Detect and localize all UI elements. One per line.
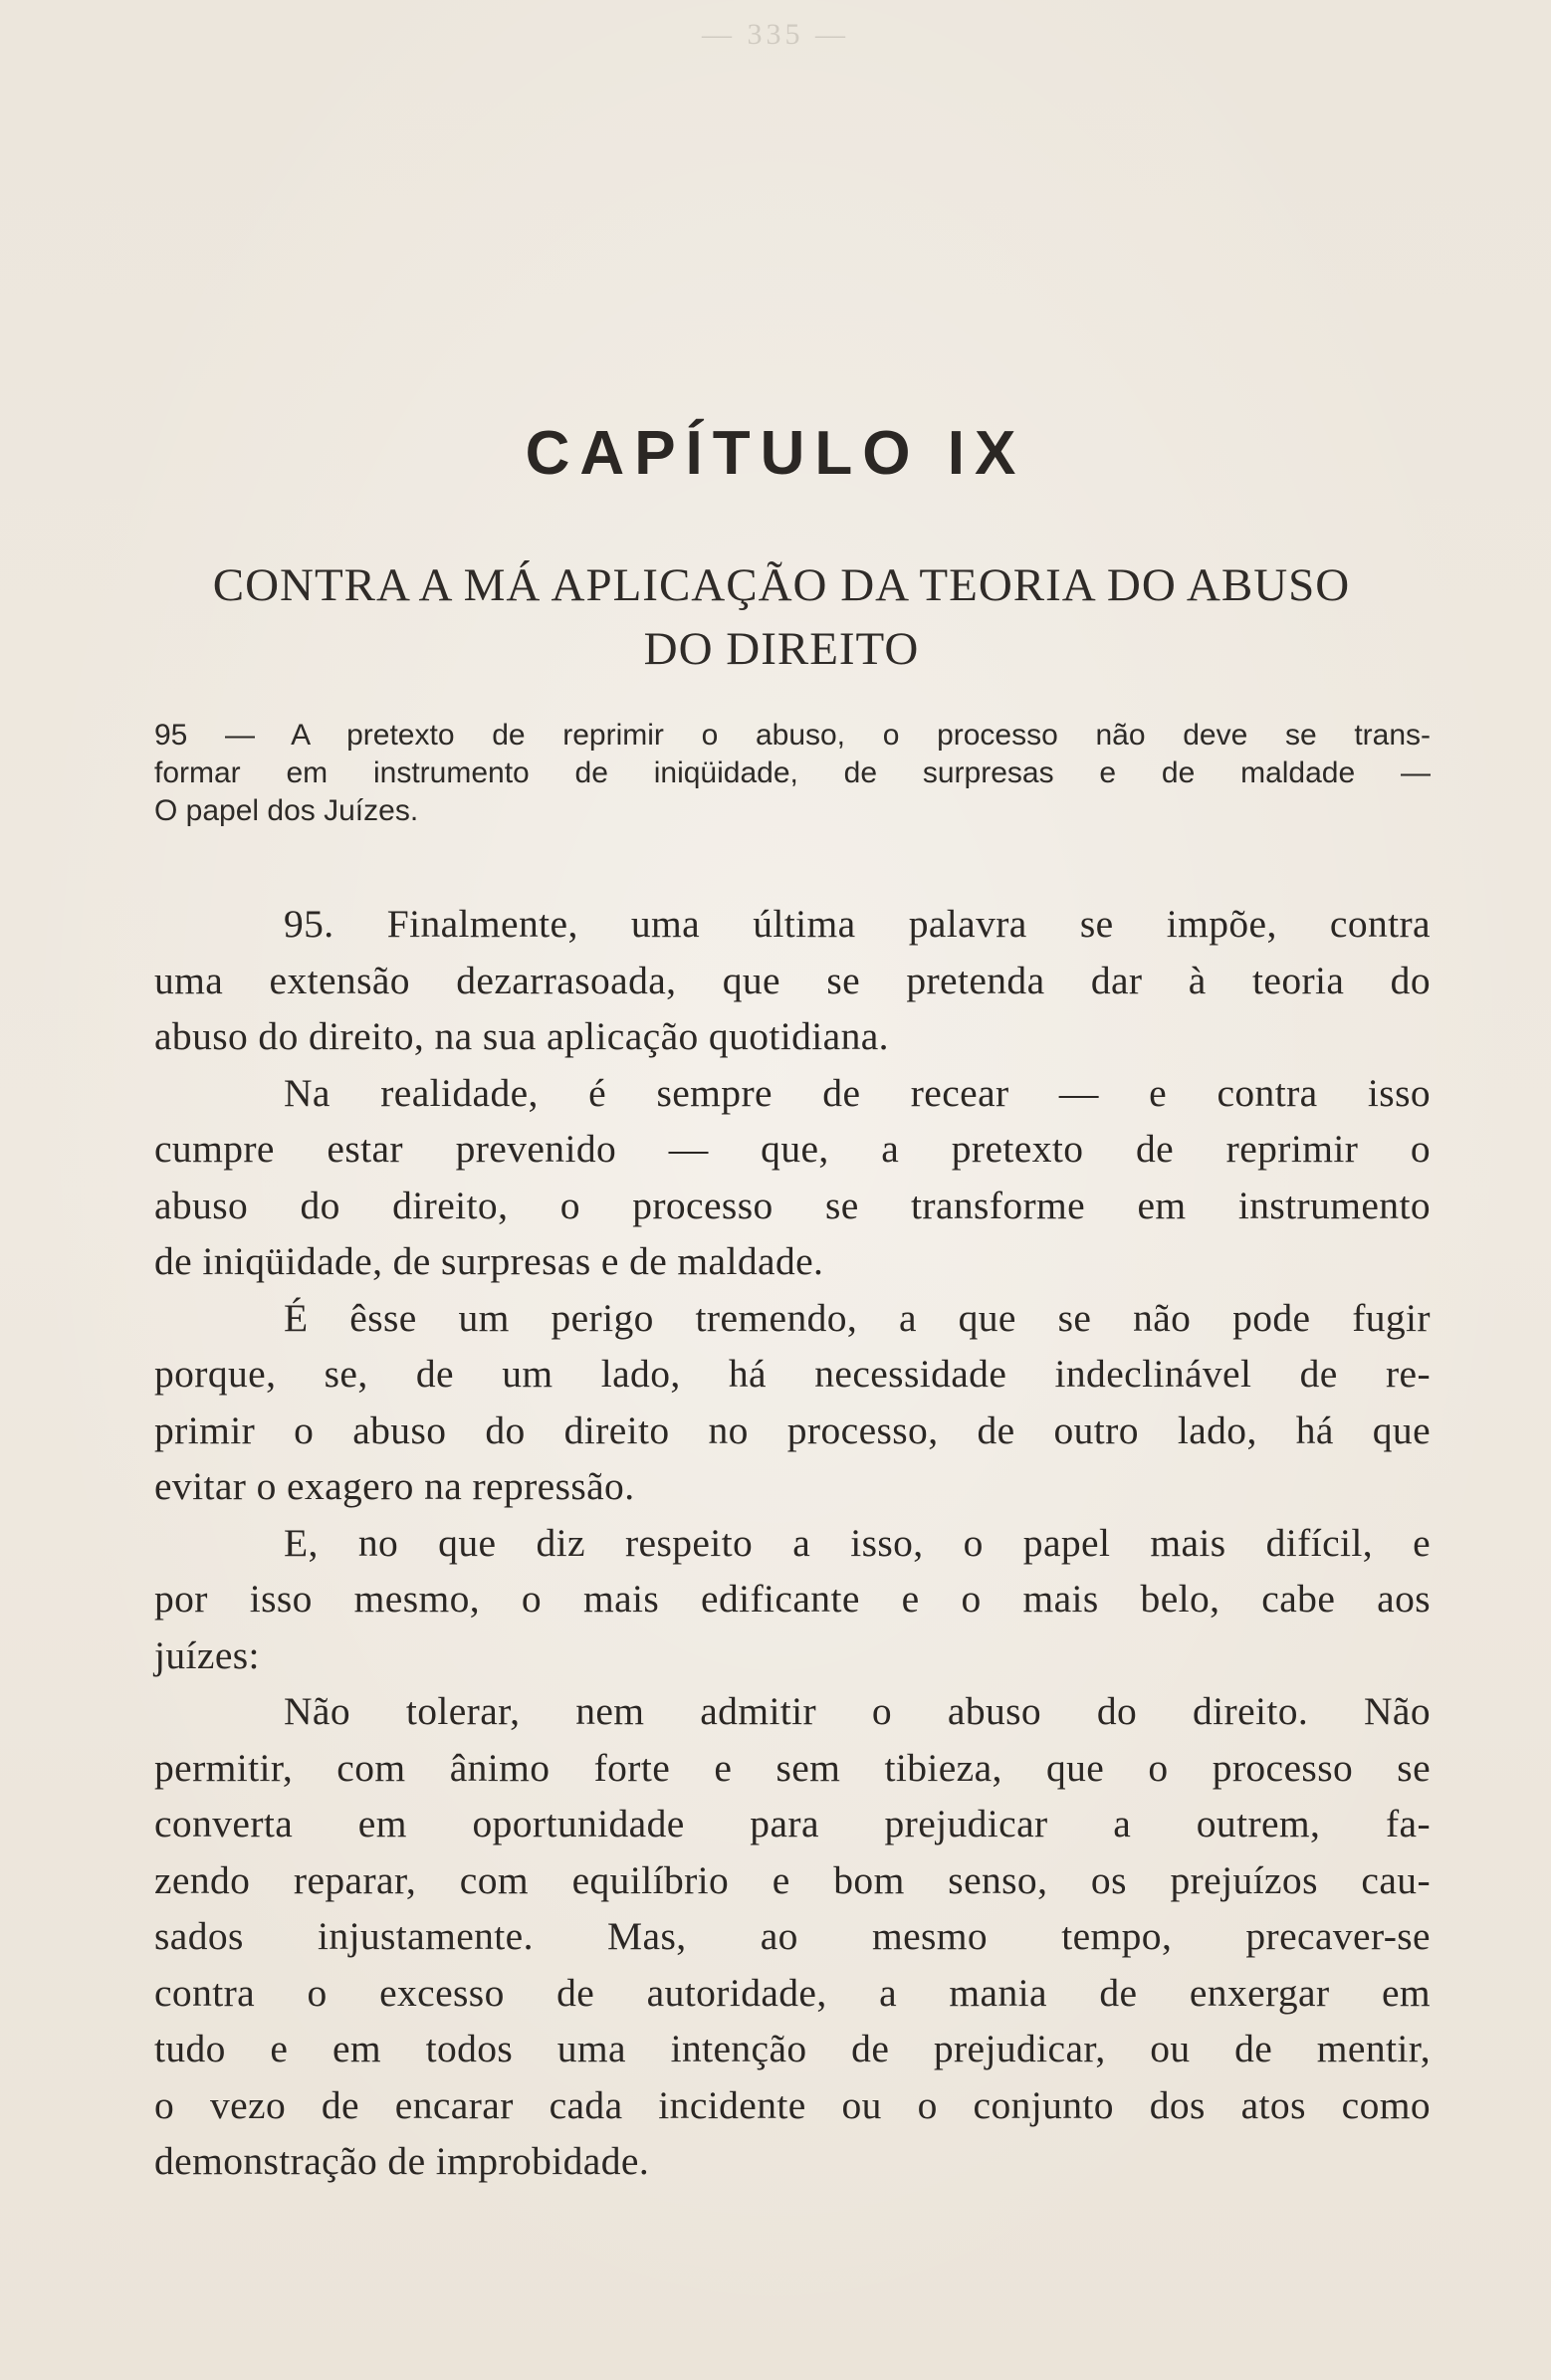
- paragraph: [154, 1065, 1431, 1290]
- paragraph: [154, 1515, 1431, 1684]
- paragraph-line: juízes:: [154, 1632, 260, 1677]
- section-summary: [154, 717, 1431, 830]
- paragraph-line: abuso do direito, o processo se transforme em instrumento: [154, 1183, 1431, 1227]
- paragraph: [154, 896, 1431, 1065]
- paragraph-line: primir o abuso do direito no processo, de outro lado, há que: [154, 1407, 1431, 1452]
- paragraph-line: sados injustamente. Mas, ao mesmo tempo, precaver-se: [154, 1914, 1431, 1958]
- paragraph-line: É êsse um perigo tremendo, a que se não pode fugir: [284, 1295, 1431, 1340]
- paragraph-line: uma extensão dezarrasoada, que se pretenda dar à teoria do: [154, 958, 1431, 1002]
- paragraph-line: por isso mesmo, o mais edificante e o mais belo, cabe aos: [154, 1577, 1431, 1621]
- paragraph-line: evitar o exagero na repressão.: [154, 1464, 635, 1508]
- paragraph-line: 95. Finalmente, uma última palavra se impõe, contra: [284, 902, 1431, 946]
- page-number: — 335 —: [702, 18, 849, 51]
- paragraph: [154, 1683, 1431, 2190]
- paragraph-line: E, no que diz respeito a isso, o papel mais difícil, e: [284, 1520, 1431, 1565]
- paragraph-line: porque, se, de um lado, há necessidade indeclinável de re-: [154, 1352, 1431, 1396]
- paragraph-line: de iniqüidade, de surpresas e de maldade.: [154, 1239, 824, 1283]
- summary-line: formar em instrumento de iniqüidade, de surpresas e de maldade —: [154, 757, 1431, 789]
- summary-line: 95 — A pretexto de reprimir o abuso, o processo não deve se trans-: [154, 719, 1431, 752]
- chapter-subtitle-line: CONTRA A MÁ APLICAÇÃO DA TEORIA DO ABUSO: [212, 559, 1351, 611]
- paragraph-line: contra o excesso de autoridade, a mania de enxergar em: [154, 1970, 1431, 2015]
- chapter-subtitle-line: DO DIREITO: [643, 623, 920, 675]
- chapter-subtitle: [164, 553, 1399, 681]
- paragraph-line: converta em oportunidade para prejudicar a outrem, fa-: [154, 1802, 1431, 1845]
- paragraph-line: Não tolerar, nem admitir o abuso do direito. Não: [284, 1689, 1431, 1733]
- paragraph-line: tudo e em todos uma intenção de prejudicar, ou de mentir,: [154, 2027, 1431, 2070]
- paragraph-line: permitir, com ânimo forte e sem tibieza, que o processo se: [154, 1745, 1431, 1790]
- paragraph-line: demonstração de improbidade.: [154, 2139, 650, 2183]
- chapter-title: CAPÍTULO IX: [525, 419, 1026, 488]
- paragraph: [154, 1290, 1431, 1515]
- paragraph-line: zendo reparar, com equilíbrio e bom senso, os prejuízos cau-: [154, 1857, 1431, 1902]
- paragraph-line: o vezo de encarar cada incidente ou o conjunto dos atos como: [154, 2082, 1431, 2127]
- summary-line: O papel dos Juízes.: [154, 794, 419, 827]
- paragraph-line: abuso do direito, na sua aplicação quotidiana.: [154, 1014, 889, 1058]
- body-text: [154, 896, 1431, 2190]
- paragraph-line: Na realidade, é sempre de recear — e contra isso: [284, 1070, 1431, 1115]
- paragraph-line: cumpre estar prevenido — que, a pretexto de reprimir o: [154, 1127, 1431, 1171]
